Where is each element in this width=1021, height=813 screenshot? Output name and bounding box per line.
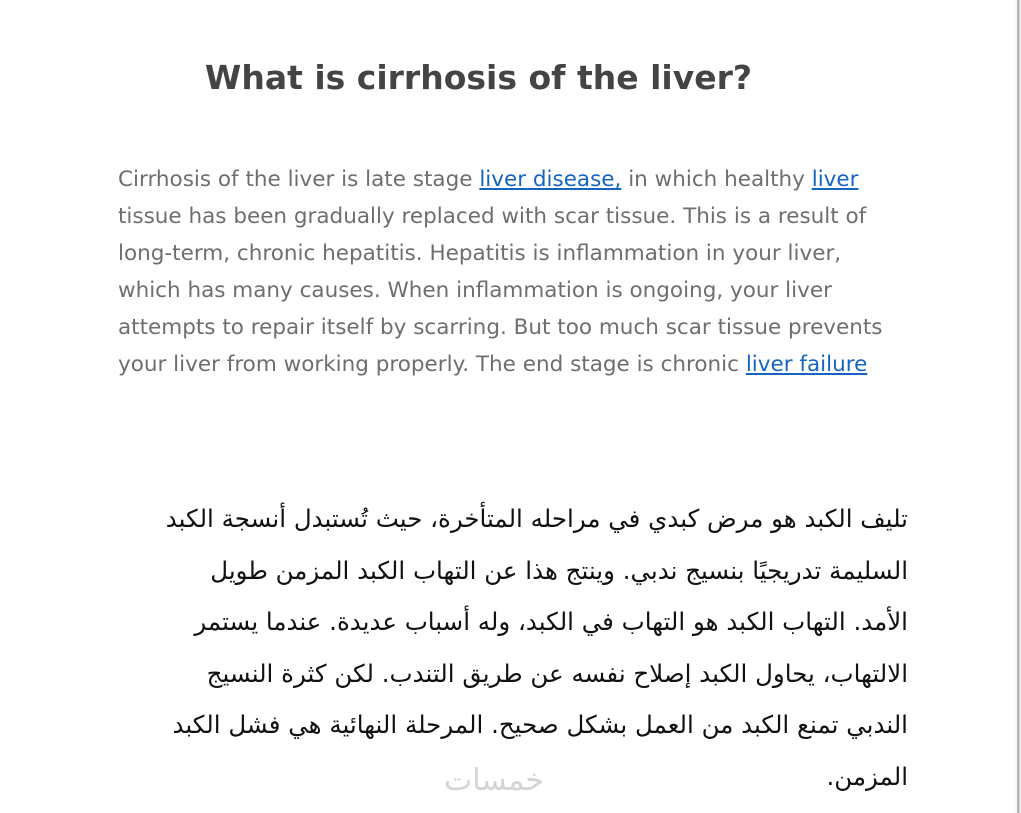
arabic-line: السليمة تدريجيًا بنسيج ندبي. وينتج هذا عن التهاب الكبد المزمن طويل — [210, 555, 908, 585]
link-liver-failure[interactable]: liver failure — [745, 352, 868, 377]
arabic-line: المزمن. — [826, 761, 908, 791]
link-liver-disease[interactable]: liver disease, — [479, 167, 622, 192]
page-edge-divider — [1015, 0, 1021, 813]
arabic-line: الالتهاب، يحاول الكبد إصلاح نفسه عن طريق التندب. لكن كثرة النسيج — [206, 658, 908, 688]
paragraph-text: Cirrhosis of the liver is late stage — [118, 167, 480, 192]
link-liver[interactable]: liver — [811, 167, 859, 192]
arabic-line: تليف الكبد هو مرض كبدي في مراحله المتأخرة، حيث تُستبدل أنسجة الكبد — [165, 504, 908, 533]
paragraph-text: long-term, chronic hepatitis. Hepatitis is inflammation in your liver, — [118, 241, 842, 266]
english-paragraph — [118, 161, 908, 383]
watermark-logo: خمسات — [444, 763, 545, 798]
paragraph-text: which has many causes. When inflammation is ongoing, your liver — [118, 278, 832, 303]
paragraph-text: in which healthy — [621, 167, 812, 192]
arabic-line: الأمد. التهاب الكبد هو التهاب في الكبد، وله أسباب عديدة. عندما يستمر — [194, 607, 908, 636]
paragraph-text: your liver from working properly. The end stage is chronic — [118, 352, 746, 377]
paragraph-text: tissue has been gradually replaced with scar tissue. This is a result of — [118, 204, 867, 229]
page-title: What is cirrhosis of the liver? — [204, 58, 753, 97]
arabic-line: الندبي تمنع الكبد من العمل بشكل صحيح. المرحلة النهائية هي فشل الكبد — [172, 710, 908, 739]
arabic-paragraph — [118, 493, 908, 802]
paragraph-text: attempts to repair itself by scarring. But too much scar tissue prevents — [118, 315, 883, 340]
